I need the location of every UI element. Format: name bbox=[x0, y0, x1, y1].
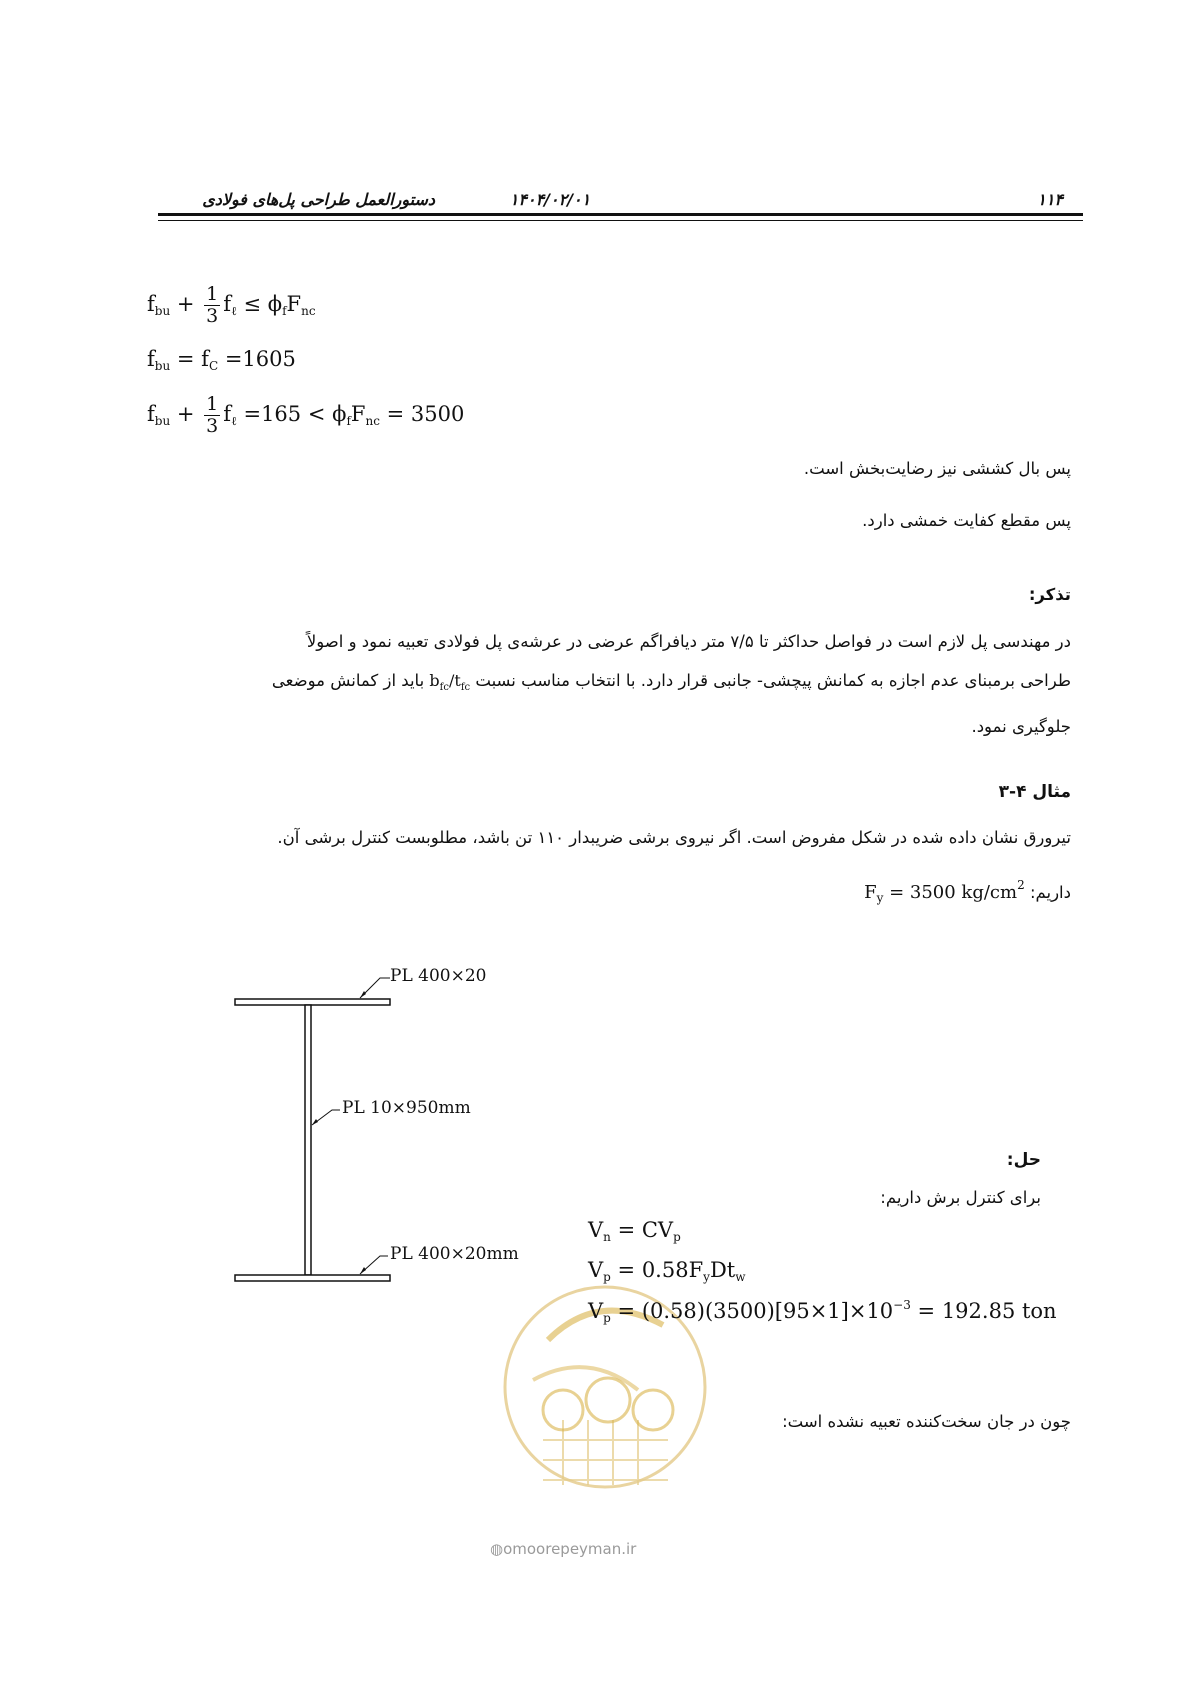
note-line-2-part-b: باید از کمانش موضعی bbox=[271, 671, 425, 690]
solution-heading: حل: bbox=[1006, 1150, 1041, 1170]
header-rule-thick bbox=[158, 213, 1083, 216]
equation-2: $f_{bu} = f_C =1605$ bbox=[147, 347, 296, 373]
note-line-1: در مهندسی پل لازم است در فواصل حداکثر تا ۷/۵ متر دیافراگم عرضی در عرشه‌ی پل فولادی تعبیه نمود و اصولاً bbox=[306, 632, 1071, 651]
example-heading: مثال ۴-۳ bbox=[998, 782, 1071, 802]
solution-eq-vn: $V_n = CV_p$ bbox=[588, 1218, 681, 1244]
watermark-url: ◍omoorepeyman.ir bbox=[490, 1540, 637, 1558]
solution-eq-vp: $V_p = 0.58F_yDt_w$ bbox=[588, 1258, 746, 1284]
note-heading: تذکر: bbox=[1028, 585, 1071, 604]
conclusion-line-1: پس بال کششی نیز رضایت‌بخش است. bbox=[803, 459, 1071, 478]
header-date: ۱۴۰۴/۰۲/۰۱ bbox=[509, 190, 591, 209]
ratio-bfc-tfc: $b_{fc}/t_{fc}$ bbox=[429, 671, 471, 694]
given-label: داریم: bbox=[1029, 883, 1071, 902]
equation-1: $f_{bu}$ + $\frac{1}{3}$ $f_\ell \le \phi_fF_{nc}$ bbox=[147, 283, 316, 327]
top-flange-label: PL 400×20 bbox=[390, 966, 487, 986]
fy-expression: $F_y = 3500$ $kg/cm^2$ bbox=[864, 878, 1025, 905]
globe-icon: ◍ bbox=[490, 1540, 504, 1558]
top-flange bbox=[235, 999, 390, 1005]
bottom-flange bbox=[235, 1275, 390, 1281]
note-line-2 bbox=[116, 661, 1071, 707]
note-line-2-part-a: طراحی برمبنای عدم اجازه به کمانش پیچشی- جانبی قرار دارد. با انتخاب مناسب نسبت bbox=[475, 671, 1071, 690]
page-number: ۱۱۴ bbox=[1037, 190, 1063, 209]
stiffener-note: چون در جان سخت‌کننده تعبیه نشده است: bbox=[782, 1412, 1071, 1431]
solution-intro: برای کنترل برش داریم: bbox=[880, 1188, 1041, 1207]
web-plate bbox=[305, 1005, 311, 1275]
header-title: دستورالعمل طراحی پل‌های فولادی bbox=[202, 190, 435, 209]
header-rule-thin bbox=[158, 220, 1083, 221]
conclusion-line-2: پس مقطع کفایت خمشی دارد. bbox=[862, 511, 1071, 530]
given-line bbox=[571, 878, 1071, 905]
note-paragraph bbox=[116, 622, 1071, 746]
solution-eq-vp-value: $V_p = (0.58)(3500)[95\times 1]\times 10^{-3} = 192.85$ ton bbox=[588, 1298, 1057, 1325]
bottom-flange-leader bbox=[360, 1256, 388, 1274]
web-label: PL 10×950mm bbox=[342, 1098, 471, 1118]
bottom-flange-label: PL 400×20mm bbox=[390, 1244, 519, 1264]
note-line-3: جلوگیری نمود. bbox=[971, 717, 1071, 737]
equation-3: $f_{bu}$ + $\frac{1}{3}$ $f_\ell =165 < \phi_fF_{nc} = 3500$ bbox=[147, 393, 465, 437]
example-statement: تیرورق نشان داده شده در شکل مفروض است. اگر نیروی برشی ضریبدار ۱۱۰ تن باشد، مطلوبست کنترل برشی آن. bbox=[277, 828, 1071, 847]
